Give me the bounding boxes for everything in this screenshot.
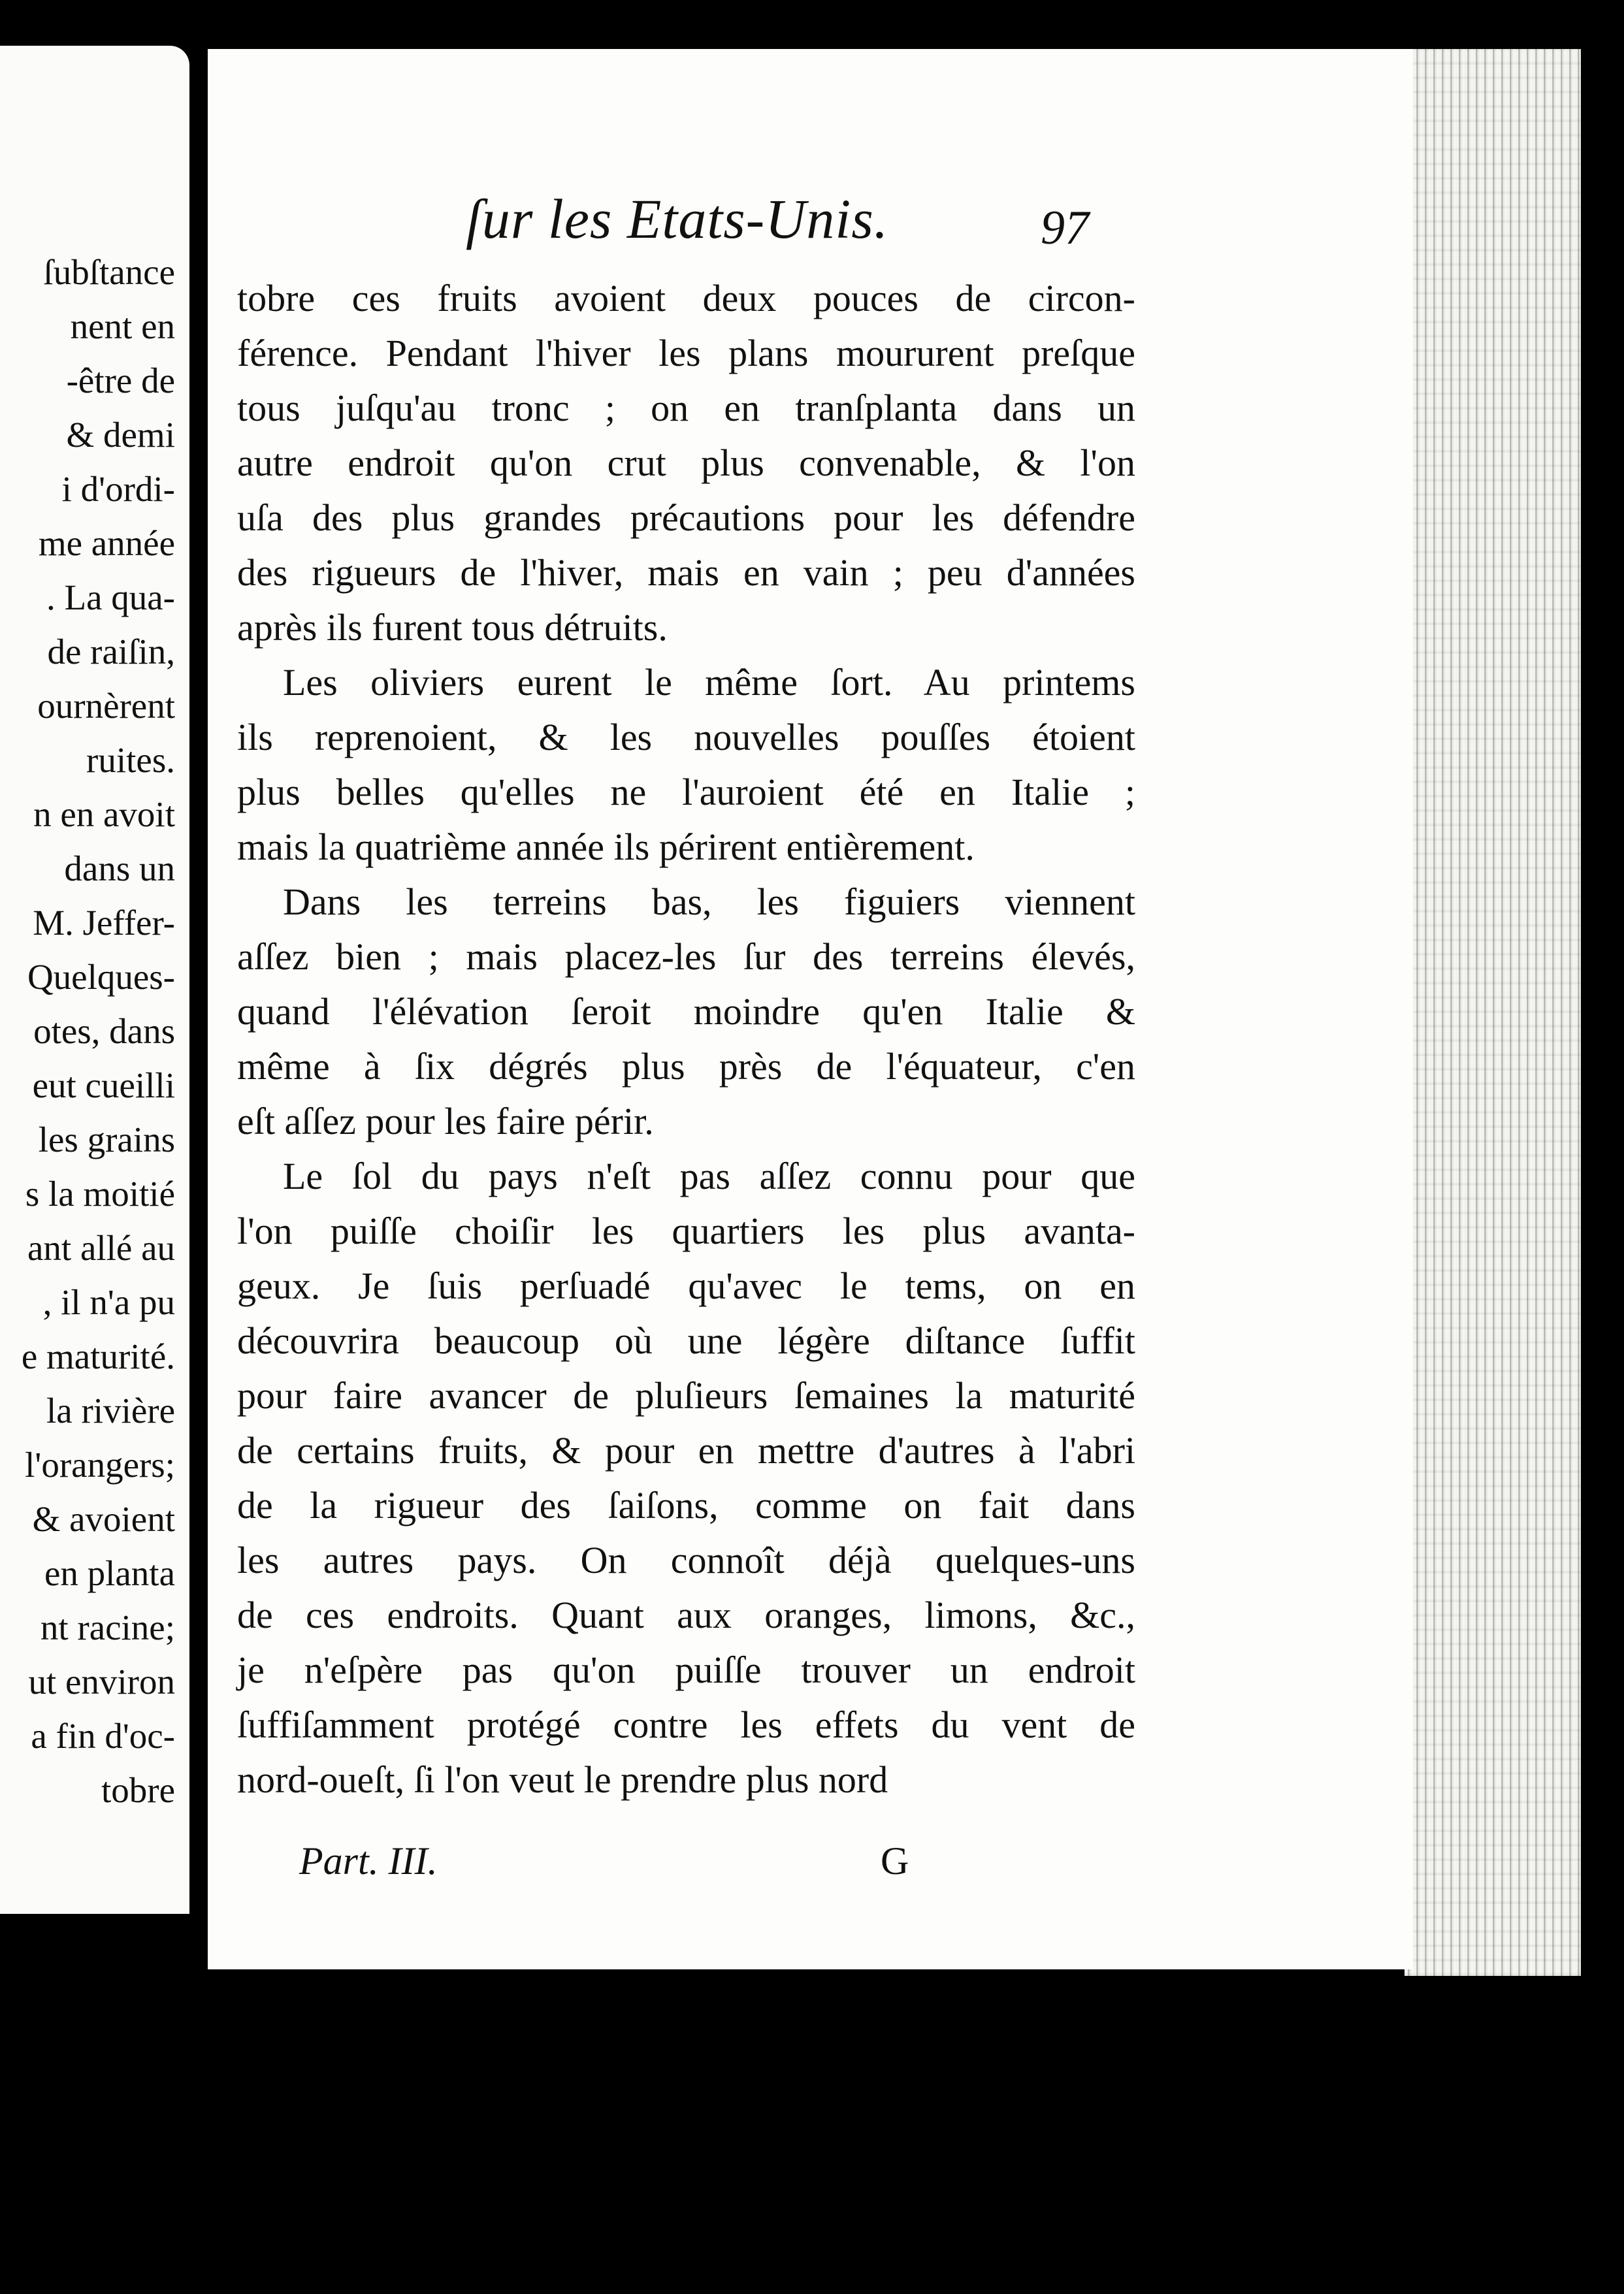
left-page-line: n en avoit: [33, 794, 175, 834]
left-page-line: otes, dans: [33, 1011, 175, 1051]
left-page-line: i d'ordi-: [61, 469, 175, 509]
running-head: ſur les Etats-Unis.: [466, 187, 889, 250]
body-line: de certains fruits, & pour en mettre d'autres à l'abri: [237, 1429, 1135, 1472]
left-page-text: [22, 245, 175, 1817]
body-line: Le ſol du pays n'eſt pas aſſez connu pour que: [283, 1155, 1135, 1197]
left-page-line: . La qua-: [46, 577, 175, 617]
body-line: tobre ces fruits avoient deux pouces de circon-: [237, 277, 1135, 319]
page-footer: [208, 1839, 1413, 1904]
body-line: mais la quatrième année ils périrent entièrement.: [237, 826, 975, 868]
body-line: Dans les terreins bas, les figuiers viennent: [283, 880, 1135, 923]
page-number: 97: [1041, 201, 1089, 255]
left-page-line: ſubſtance: [43, 252, 175, 292]
body-line: férence. Pendant l'hiver les plans moururent preſque: [237, 332, 1135, 374]
body-line: de la rigueur des ſaiſons, comme on fait dans: [237, 1484, 1135, 1527]
left-page-line: la rivière: [46, 1391, 175, 1430]
left-page-line: ut environ: [28, 1662, 175, 1702]
body-line: Les oliviers eurent le même ſort. Au printems: [283, 661, 1135, 703]
body-line: autre endroit qu'on crut plus convenable, & l'on: [237, 442, 1135, 484]
left-page-line: , il n'a pu: [42, 1282, 175, 1322]
left-page-line: de raiſin,: [47, 632, 175, 671]
left-page-line: s la moitié: [25, 1174, 175, 1214]
left-page-line: a fin d'oc-: [31, 1716, 175, 1756]
left-page-line: ruites.: [86, 740, 175, 780]
left-page-line: eut cueilli: [32, 1065, 175, 1105]
body-line: les autres pays. On connoît déjà quelques-uns: [237, 1539, 1135, 1581]
body-line: pour faire avancer de pluſieurs ſemaines la maturité: [237, 1374, 1135, 1417]
left-page-line: ournèrent: [37, 686, 175, 726]
body-line: tous juſqu'au tronc ; on en tranſplanta dans un: [237, 387, 1135, 429]
body-line: eſt aſſez pour les faire périr.: [237, 1100, 654, 1142]
body-line: nord-oueſt, ſi l'on veut le prendre plus nord: [237, 1758, 888, 1801]
left-page-line: me année: [38, 523, 175, 563]
left-page-line: l'orangers;: [25, 1445, 175, 1485]
body-line: après ils furent tous détruits.: [237, 606, 668, 649]
left-page-line: e maturité.: [21, 1336, 175, 1376]
left-page-line: -être de: [66, 361, 175, 400]
left-page: [0, 46, 189, 1914]
body-line: geux. Je ſuis perſuadé qu'avec le tems, on en: [237, 1265, 1135, 1307]
left-page-line: & demi: [66, 415, 175, 455]
body-line: ſuffiſamment protégé contre les effets du vent de: [237, 1704, 1135, 1746]
body-line: ils reprenoient, & les nouvelles pouſſes étoient: [237, 716, 1135, 758]
page-edge: [1405, 49, 1581, 1976]
left-page-line: nt racine;: [40, 1607, 175, 1647]
left-page-line: Quelques-: [27, 957, 175, 997]
right-page: [208, 49, 1413, 1969]
left-page-line: en planta: [44, 1553, 175, 1593]
body-line: aſſez bien ; mais placez-les ſur des terreins élevés,: [237, 935, 1135, 978]
left-page-line: ant allé au: [27, 1228, 175, 1268]
body-line: uſa des plus grandes précautions pour les défendre: [237, 496, 1135, 539]
body-line: je n'eſpère pas qu'on puiſſe trouver un endroit: [237, 1649, 1135, 1691]
body-line: de ces endroits. Quant aux oranges, limons, &c.,: [237, 1594, 1135, 1636]
left-page-line: & avoient: [32, 1499, 175, 1539]
body-line: quand l'élévation ſeroit moindre qu'en Italie &: [237, 990, 1135, 1033]
body-line: l'on puiſſe choiſir les quartiers les plus avanta-: [237, 1210, 1135, 1252]
body-line: des rigueurs de l'hiver, mais en vain ; peu d'années: [237, 551, 1135, 594]
body-text: [237, 271, 1135, 1807]
left-page-line: les grains: [38, 1120, 175, 1159]
left-page-line: M. Jeffer-: [33, 903, 175, 943]
body-line: découvrira beaucoup où une légère diſtance ſuffit: [237, 1319, 1135, 1362]
signature-mark: G: [881, 1839, 909, 1882]
part-label: Part. III.: [299, 1839, 438, 1882]
left-page-line: tobre: [101, 1770, 175, 1810]
body-line: plus belles qu'elles ne l'auroient été en Italie ;: [237, 771, 1135, 813]
body-line: même à ſix dégrés plus près de l'équateur, c'en: [237, 1045, 1135, 1088]
left-page-line: nent en: [70, 306, 175, 346]
left-page-line: dans un: [64, 848, 175, 888]
page-header: [208, 186, 1413, 278]
